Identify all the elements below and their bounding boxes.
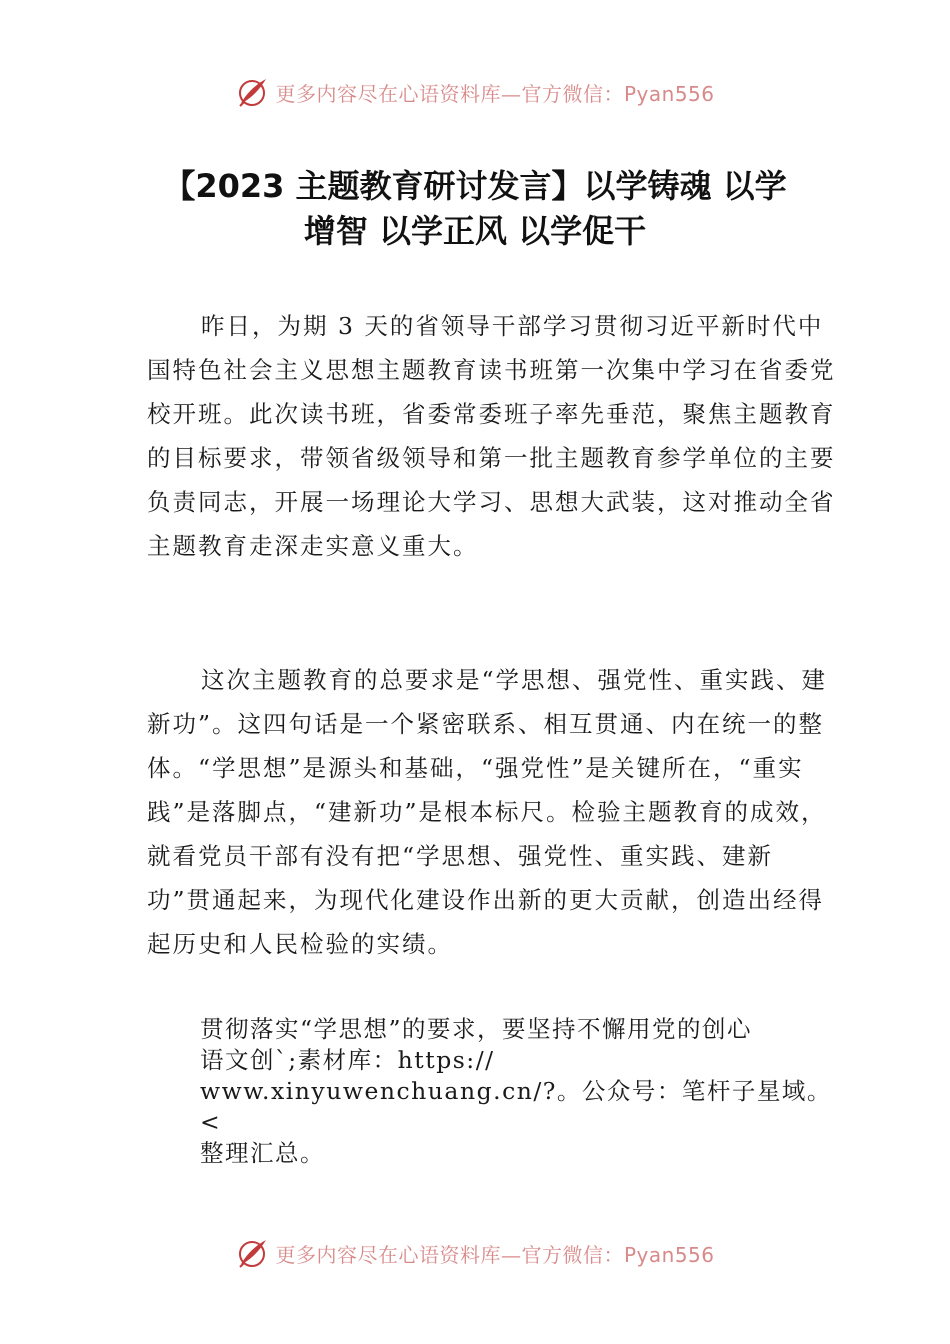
watermark-prefix: 更多内容尽在心语资料库—官方微信：: [275, 81, 624, 106]
watermark-text: [275, 78, 714, 107]
quill-logo-icon: [235, 1236, 269, 1270]
quill-logo-icon: [235, 75, 269, 109]
paragraph-1: 昨日，为期 3 天的省领导干部学习贯彻习近平新时代中国特色社会主义思想主题教育读书班第一次集中学习在省委党校开班。此次读书班，省委常委班子率先垂范，聚焦主题教育的目标要求，带领省级领导和第一批主题教育参学单位的主要负责同志，开展一场理论大学习、思想大武装，这对推动全省主题教育走深走实意义重大。: [147, 312, 836, 560]
paragraph-2: 这次主题教育的总要求是“学思想、强党性、重实践、建新功”。这四句话是一个紧密联系、相互贯通、内在统一的整体。“学思想”是源头和基础，“强党性”是关键所在，“重实践”是落脚点，“建新功”是根本标尺。检验主题教育的成效，就看党员干部有没有把“学思想、强党性、重实践、建新功”贯通起来，为现代化建设作出新的更大贡献，创造出经得起历史和人民检验的实绩。: [147, 666, 828, 958]
paragraph-3-line-2: 语文创`;素材库：https://: [200, 1046, 495, 1074]
paragraph-3-line-1: 贯彻落实“学思想”的要求，要坚持不懈用党的创心: [200, 1015, 753, 1043]
watermark-text: [275, 1239, 714, 1268]
title-line-1: 【2023 主题教育研讨发言】以学铸魂 以学: [163, 167, 787, 205]
watermark-prefix: 更多内容尽在心语资料库—官方微信：: [275, 1242, 624, 1267]
watermark-wechat-id: Pyan556: [623, 1242, 715, 1267]
paragraph-3-line-3: www.xinyuwenchuang.cn/?。公众号：笔杆子星域。<: [200, 1077, 832, 1136]
header-watermark: [0, 72, 950, 112]
paragraph-3: [200, 1014, 840, 1169]
watermark-wechat-id: Pyan556: [623, 81, 715, 106]
document-title: [120, 164, 830, 254]
paragraph-3-line-4: 整理汇总。: [200, 1139, 325, 1167]
title-line-2: 增智 以学正风 以学促干: [303, 212, 647, 250]
footer-watermark: [0, 1233, 950, 1273]
